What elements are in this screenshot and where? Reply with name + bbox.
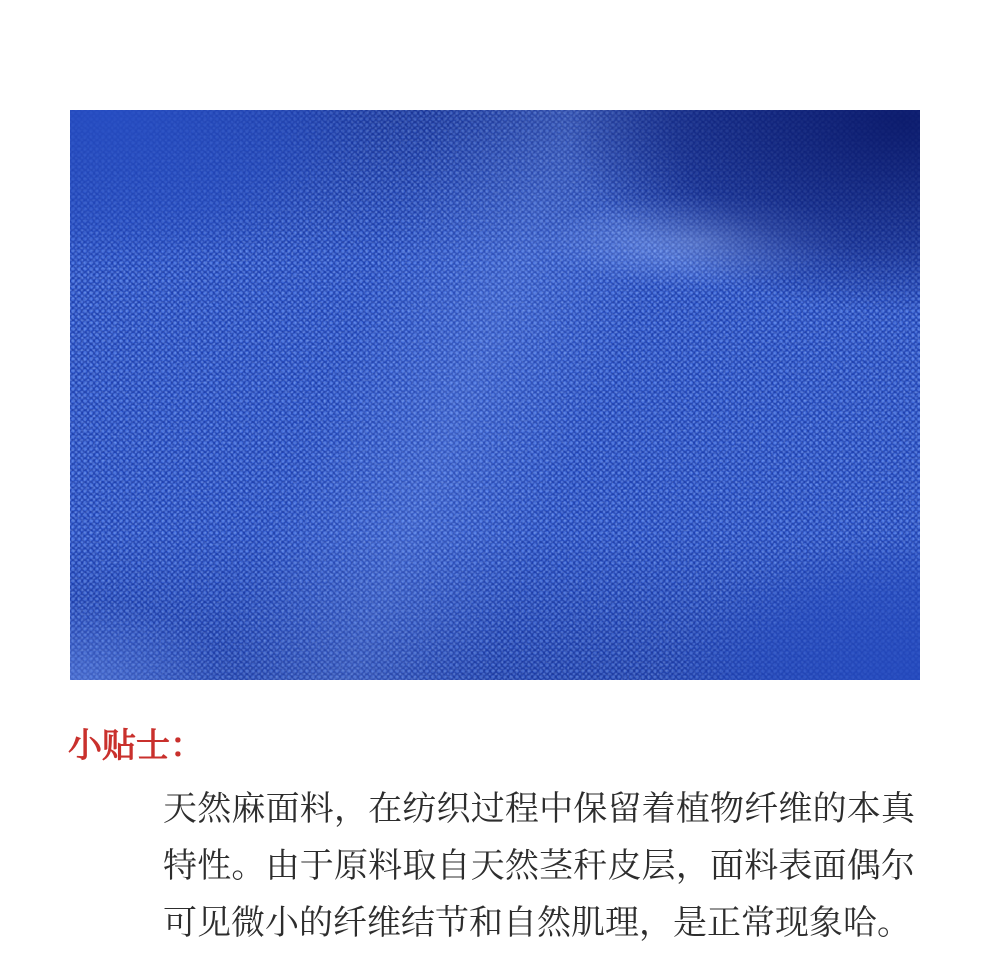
fabric-lighting-overlay [70, 110, 920, 680]
tips-label: 小贴士： [68, 728, 204, 765]
tips-body-text: 天然麻面料，在纺织过程中保留着植物纤维的本真特性。由于原料取自天然茎秆皮层，面料表面偶尔可见微小的纤维结节和自然肌理，是正常现象哈。 [163, 791, 915, 942]
fabric-photo [70, 110, 920, 680]
